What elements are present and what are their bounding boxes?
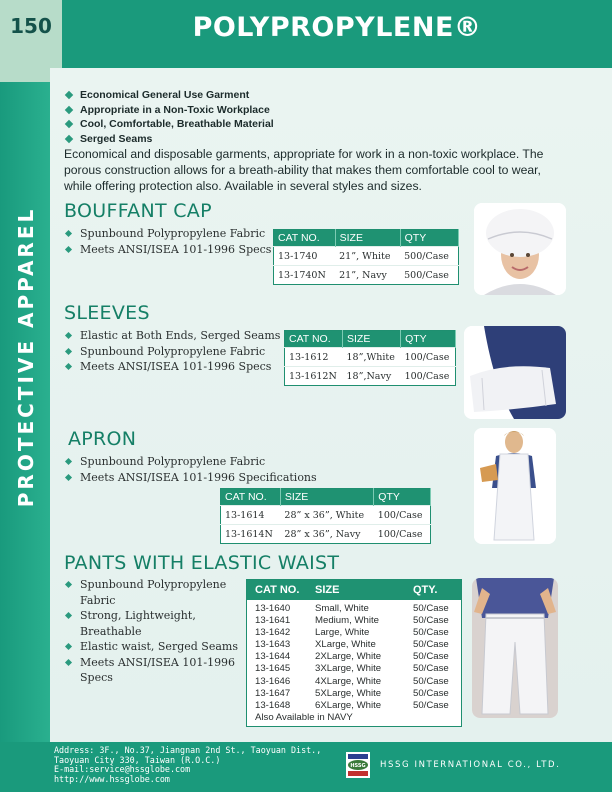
feature-item: Meets ANSI/ISEA 101-1996 Specifications [64, 470, 317, 486]
feature-item: Spunbound Polypropylene Fabric [64, 454, 317, 470]
header-cat-no: CAT NO. [221, 489, 281, 506]
side-band [0, 82, 50, 742]
diamond-bullet-icon [65, 581, 72, 588]
feature-item: Meets ANSI/ISEA 101-1996 Specs [64, 242, 271, 258]
diamond-bullet-icon [65, 458, 72, 465]
company-logo [346, 752, 370, 778]
table-row [285, 348, 456, 367]
qty-cell: 50/Case [413, 651, 449, 663]
feature-item: Strong, Lightweight, Breathable [64, 608, 242, 639]
diamond-bullet-icon [65, 91, 73, 99]
logo-text: HSSG [350, 763, 366, 769]
apron-photo [474, 428, 556, 544]
diamond-bullet-icon [65, 363, 72, 370]
table-row [274, 266, 459, 285]
feature-item: Spunbound Polypropylene Fabric [64, 226, 271, 242]
side-label: PROTECTIVE APPAREL [14, 206, 38, 508]
table-row [247, 700, 461, 712]
cat-no-cell: 13-1643 [255, 639, 291, 651]
cat-no-cell: 13-1740N [274, 266, 336, 285]
footer-address [54, 746, 321, 784]
cat-no-cell: 13-1614N [221, 525, 281, 544]
website-line: http://www.hssglobe.com [54, 773, 170, 784]
qty-cell: 50/Case [413, 663, 449, 675]
section-title-apron: APRON [68, 428, 137, 450]
page-number: 150 [10, 14, 52, 38]
cat-no-cell: 13-1614 [221, 506, 281, 525]
apron-table [220, 488, 431, 544]
diamond-bullet-icon [65, 643, 72, 650]
table-header-row [221, 489, 431, 506]
table-row [247, 663, 461, 675]
cat-no-cell: 13-1641 [255, 615, 291, 627]
cat-no-cell: 13-1612 [285, 348, 343, 367]
diamond-bullet-icon [65, 230, 72, 237]
diamond-bullet-icon [65, 473, 72, 480]
size-cell: 18”,Navy [343, 367, 401, 386]
header-cat-no: CAT NO. [274, 230, 336, 247]
feature-item: Elastic at Both Ends, Serged Seams [64, 328, 280, 344]
table-row [221, 506, 431, 525]
size-cell: 28” x 36”, Navy [280, 525, 373, 544]
qty-cell: 100/Case [374, 525, 431, 544]
key-features-list [66, 88, 274, 146]
feature-item: Spunbound Polypropylene Fabric [64, 344, 280, 360]
header-size: SIZE [335, 230, 400, 247]
feature-item: Meets ANSI/ISEA 101-1996 Specs [64, 359, 280, 375]
sleeves-photo [464, 326, 566, 419]
size-cell: 4XLarge, White [315, 675, 382, 687]
header-qty: QTY. [413, 584, 438, 596]
cat-no-cell: 13-1612N [285, 367, 343, 386]
pants-features [64, 577, 242, 686]
size-cell: Medium, White [315, 615, 379, 627]
qty-cell: 500/Case [400, 266, 458, 285]
table-header-row [247, 580, 461, 600]
qty-cell: 500/Case [400, 247, 458, 266]
qty-cell: 50/Case [413, 627, 449, 639]
qty-cell: 100/Case [401, 367, 456, 386]
header-qty: QTY [400, 230, 458, 247]
qty-cell: 50/Case [413, 675, 449, 687]
qty-cell: 50/Case [413, 639, 449, 651]
table-row [247, 615, 461, 627]
header-size: SIZE [343, 331, 401, 348]
logo-icon [346, 752, 370, 778]
diamond-bullet-icon [65, 347, 72, 354]
header-size: SIZE [315, 584, 340, 596]
cat-no-cell: 13-1647 [255, 687, 291, 699]
table-row [247, 651, 461, 663]
header-qty: QTY [401, 331, 456, 348]
size-cell: 2XLarge, White [315, 651, 382, 663]
cat-no-cell: 13-1648 [255, 699, 291, 711]
key-feature: Serged Seams [66, 132, 274, 147]
size-cell: 21”, Navy [335, 266, 400, 285]
pants-image [472, 578, 558, 718]
table-row [285, 367, 456, 386]
table-header-row [285, 331, 456, 348]
key-feature: Cool, Comfortable, Breathable Material [66, 117, 274, 132]
size-cell: 6XLarge, White [315, 699, 382, 711]
table-row [274, 247, 459, 266]
header-cat-no: CAT NO. [285, 331, 343, 348]
cat-no-cell: 13-1642 [255, 627, 291, 639]
sleeves-image [464, 326, 566, 419]
bouffant-cap-photo [474, 203, 566, 295]
feature-item: Elastic waist, Serged Seams [64, 639, 242, 655]
qty-cell: 100/Case [374, 506, 431, 525]
sleeves-table [284, 330, 456, 386]
size-cell: 21”, White [335, 247, 400, 266]
header-qty: QTY [374, 489, 431, 506]
qty-cell: 50/Case [413, 603, 449, 614]
diamond-bullet-icon [65, 612, 72, 619]
cat-no-cell: 13-1645 [255, 663, 291, 675]
diamond-bullet-icon [65, 245, 72, 252]
size-cell: 28” x 36”, White [280, 506, 373, 525]
bouffant-table [273, 229, 459, 285]
address-line: Address: 3F., No.37, Jiangnan 2nd St., Taoyuan Dist., [54, 745, 322, 755]
table-row [247, 688, 461, 700]
table-row [221, 525, 431, 544]
cat-no-cell: 13-1646 [255, 675, 291, 687]
sleeves-features [64, 328, 280, 375]
diamond-bullet-icon [65, 658, 72, 665]
table-row [247, 603, 461, 615]
bouffant-features [64, 226, 271, 257]
qty-cell: 50/Case [413, 699, 449, 711]
feature-item: Meets ANSI/ISEA 101-1996 Specs [64, 655, 242, 686]
qty-cell: 50/Case [413, 615, 449, 627]
apron-image [474, 428, 556, 544]
size-cell: Small, White [315, 603, 369, 614]
section-title-bouffant-cap: BOUFFANT CAP [64, 200, 212, 222]
email-line: E-mail:service@hssglobe.com [54, 764, 191, 775]
cat-no-cell: 13-1640 [255, 603, 291, 614]
availability-note: Also Available in NAVY [255, 711, 353, 723]
size-cell: 3XLarge, White [315, 663, 382, 675]
page-title: POLYPROPYLENE® [192, 12, 482, 43]
cat-no-cell: 13-1740 [274, 247, 336, 266]
size-cell: 18”,White [343, 348, 401, 367]
cat-no-cell: 13-1644 [255, 651, 291, 663]
address-line: Taoyuan City 330, Taiwan (R.O.C.) [54, 754, 221, 765]
table-row [247, 676, 461, 688]
section-title-sleeves: SLEEVES [64, 302, 150, 324]
diamond-bullet-icon [65, 105, 73, 113]
pants-rows [247, 600, 461, 724]
diamond-bullet-icon [65, 332, 72, 339]
header-cat-no: CAT NO. [255, 584, 300, 596]
apron-features [64, 454, 317, 485]
pants-photo [472, 578, 558, 718]
feature-item: Spunbound Polypropylene Fabric [64, 577, 242, 608]
header-size: SIZE [280, 489, 373, 506]
key-feature: Economical General Use Garment [66, 88, 274, 103]
qty-cell: 50/Case [413, 687, 449, 699]
section-title-pants: PANTS WITH ELASTIC WAIST [64, 552, 340, 574]
qty-cell: 100/Case [401, 348, 456, 367]
diamond-bullet-icon [65, 120, 73, 128]
diamond-bullet-icon [65, 134, 73, 142]
key-feature: Appropriate in a Non-Toxic Workplace [66, 103, 274, 118]
table-header-row [274, 230, 459, 247]
size-cell: XLarge, White [315, 639, 376, 651]
size-cell: Large, White [315, 627, 370, 639]
bouffant-cap-image [474, 203, 566, 295]
size-cell: 5XLarge, White [315, 687, 382, 699]
pants-table [246, 579, 462, 727]
intro-paragraph: Economical and disposable garments, appropriate for work in a non-toxic workplace. The porous construction allows for a breath-ability that makes them comfortable cool to wear, while offering protection also. Available in several styles and sizes. [64, 147, 544, 193]
company-name: HSSG INTERNATIONAL CO., LTD. [380, 760, 561, 770]
table-row [247, 627, 461, 639]
table-row [247, 639, 461, 651]
